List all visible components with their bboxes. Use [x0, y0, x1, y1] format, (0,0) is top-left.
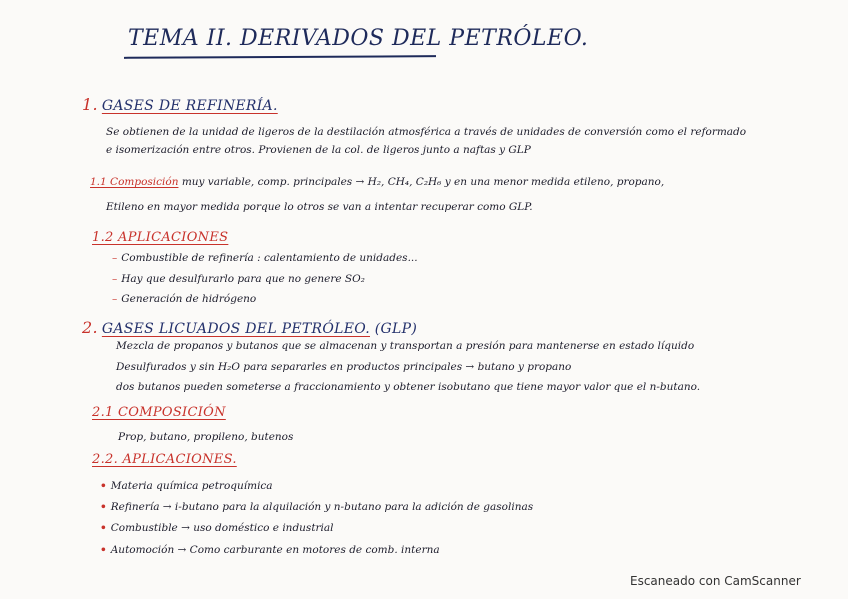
bullet-marker: • — [100, 522, 107, 534]
list-item-text: Materia química petroquímica — [110, 480, 273, 492]
list-item — [112, 273, 365, 285]
section1-heading — [82, 95, 278, 114]
list-item-text: Refinería → i-butano para la alquilación y n-butano para la adición de gasolinas — [110, 501, 534, 513]
section2-composition-heading: 2.1 COMPOSICIÓN — [92, 405, 226, 420]
section2-heading-suffix: (GLP) — [374, 321, 418, 337]
list-item-text: Combustible de refinería : calentamiento de unidades... — [121, 252, 418, 264]
title-underline — [124, 55, 436, 59]
composition-label: 1.1 Composición — [90, 176, 179, 188]
section1-applications-heading: 1.2 APLICACIONES — [92, 230, 229, 245]
scanner-watermark: Escaneado con CamScanner — [630, 574, 801, 588]
list-item — [100, 544, 440, 556]
list-item-text: Generación de hidrógeno — [121, 293, 257, 305]
section2-applications-heading: 2.2. APLICACIONES. — [92, 452, 237, 467]
section2-heading-text: GASES LICUADOS DEL PETRÓLEO. — [101, 321, 370, 337]
section2-heading — [82, 318, 417, 337]
section2-composition-text: Prop, butano, propileno, butenos — [118, 431, 294, 443]
dash-marker: – — [112, 252, 118, 264]
composition-text: muy variable, comp. principales → H₂, CH₄, C₂H₆ y en una menor medida etileno, propano, — [181, 176, 665, 188]
page-title: TEMA II. DERIVADOS DEL PETRÓLEO. — [128, 26, 589, 51]
bullet-marker: • — [100, 501, 107, 513]
section1-heading-text: GASES DE REFINERÍA. — [101, 98, 278, 114]
bullet-marker: • — [100, 544, 107, 556]
section2-paragraph-line1: Mezcla de propanos y butanos que se almacenan y transportan a presión para mantenerse en estado líquido — [116, 340, 695, 352]
list-item — [100, 501, 533, 513]
section2-number: 2. — [82, 318, 98, 337]
section1-paragraph-line1: Se obtienen de la unidad de ligeros de la destilación atmosférica a través de unidades de conversión como el reformado — [106, 126, 747, 138]
list-item — [100, 480, 273, 492]
section1-composition-line2: Etileno en mayor medida porque lo otros se van a intentar recuperar como GLP. — [106, 201, 533, 213]
bullet-marker: • — [100, 480, 107, 492]
section1-number: 1. — [82, 95, 98, 114]
list-item-text: Automoción → Como carburante en motores de comb. interna — [110, 544, 440, 556]
list-item-text: Hay que desulfurarlo para que no genere SO₂ — [121, 273, 365, 285]
section1-paragraph-line2: e isomerización entre otros. Provienen de la col. de ligeros junto a naftas y GLP — [106, 144, 531, 156]
section2-paragraph-line3: dos butanos pueden someterse a fraccionamiento y obtener isobutano que tiene mayor valor que el n-butano. — [116, 381, 701, 393]
list-item — [100, 522, 334, 534]
list-item-text: Combustible → uso doméstico e industrial — [110, 522, 334, 534]
list-item — [112, 252, 418, 264]
list-item — [112, 293, 256, 305]
section1-composition-line1 — [90, 176, 664, 188]
section2-paragraph-line2: Desulfurados y sin H₂O para separarles en productos principales → butano y propano — [116, 361, 572, 373]
dash-marker: – — [112, 273, 118, 285]
dash-marker: – — [112, 293, 118, 305]
